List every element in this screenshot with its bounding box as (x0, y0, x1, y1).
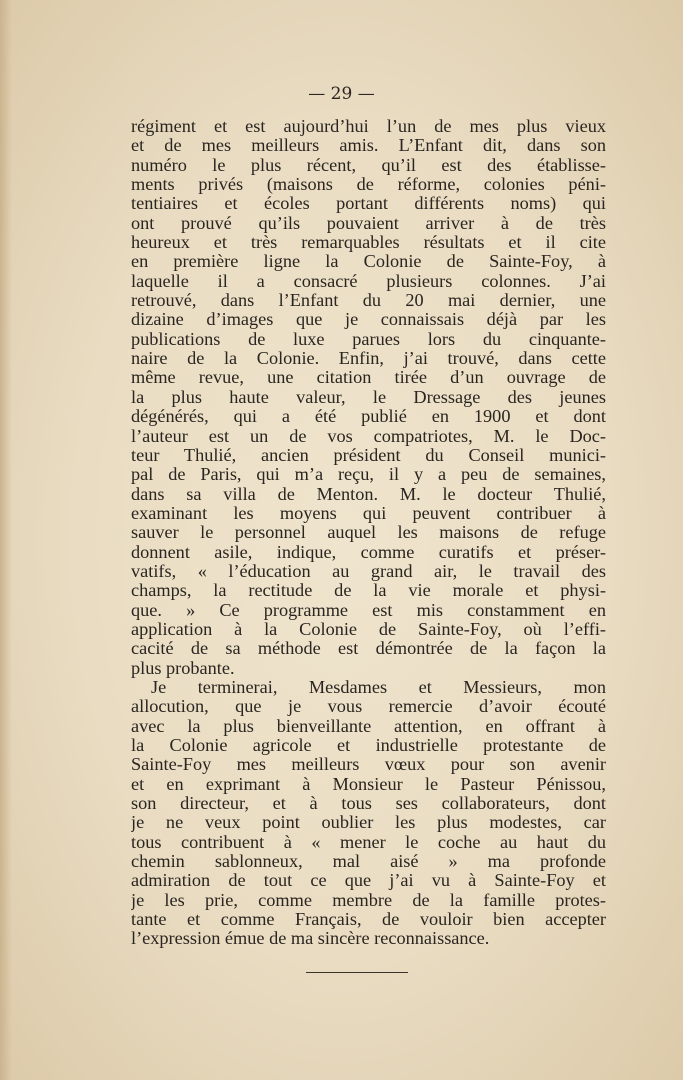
text-line: la Colonie agricole et industrielle protestante de (131, 736, 606, 755)
text-line: tous contribuent à « mener le coche au haut du (131, 832, 606, 852)
text-line: plus probante. (131, 658, 235, 678)
text-line: sauver le personnel auquel les maisons de refuge (131, 523, 606, 543)
text-line: et en exprimant à Monsieur le Pasteur Pénissou, (131, 774, 606, 794)
text-line: dans sa villa de Menton. M. le docteur Thulié, (131, 484, 606, 504)
text-line: allocution, que je vous remercie d’avoir écouté (131, 697, 606, 717)
page-number: — 29 — (308, 84, 375, 104)
text-line: donnent asile, indique, comme curatifs et préser- (131, 542, 606, 562)
text-line: ont prouvé qu’ils pouvaient arriver à de très (131, 213, 606, 233)
text-line: Je terminerai, Mesdames et Messieurs, mon (151, 677, 606, 697)
text-line: cacité de sa méthode est démontrée de la façon la (131, 639, 606, 659)
text-line: champs, la rectitude de la vie morale et physi- (131, 581, 606, 601)
text-line: je les prie, comme membre de la famille protes- (131, 890, 606, 910)
text-line: dégénérés, qui a été publié en 1900 et dont (131, 407, 606, 427)
end-rule (306, 972, 408, 973)
text-line: son directeur, et à tous ses collaborateurs, dont (131, 794, 606, 814)
text-line: retrouvé, dans l’Enfant du 20 mai dernier, une (131, 291, 606, 311)
text-line: naire de la Colonie. Enfin, j’ai trouvé, dans cette (131, 349, 606, 369)
text-line: régiment et est aujourd’hui l’un de mes plus vieux (131, 117, 606, 136)
text-line: même revue, une citation tirée d’un ouvrage de (131, 368, 606, 388)
text-line: teur Thulié, ancien président du Conseil munici- (131, 445, 606, 465)
text-line: l’auteur est un de vos compatriotes, M. le Doc- (131, 426, 606, 446)
text-line: tante et comme Français, de vouloir bien accepter (131, 910, 606, 930)
text-line: en première ligne la Colonie de Sainte-Foy, à (131, 252, 606, 272)
text-line: l’expression émue de ma sincère reconnaissance. (131, 929, 490, 949)
text-line: que. » Ce programme est mis constamment en (131, 600, 606, 620)
text-line: vatifs, « l’éducation au grand air, le travail des (131, 561, 606, 581)
text-line: application à la Colonie de Sainte-Foy, où l’effi- (131, 619, 606, 639)
text-line: la plus haute valeur, le Dressage des jeunes (131, 387, 606, 407)
text-line: avec la plus bienveillante attention, en offrant à (131, 716, 606, 736)
text-line: laquelle il a consacré plusieurs colonnes. J’ai (131, 271, 606, 291)
text-line: examinant les moyens qui peuvent contribuer à (131, 503, 606, 523)
text-line: Sainte-Foy mes meilleurs vœux pour son avenir (131, 755, 606, 775)
text-line: dizaine d’images que je connaissais déjà par les (131, 310, 606, 330)
text-line: je ne veux point oublier les plus modestes, car (131, 813, 606, 833)
text-line: heureux et très remarquables résultats et il cite (131, 233, 606, 253)
text-line: pal de Paris, qui m’a reçu, il y a peu de semaines, (131, 465, 606, 485)
text-line: admiration de tout ce que j’ai vu à Sainte-Foy et (131, 871, 606, 891)
text-line: ments privés (maisons de réforme, colonies péni- (131, 175, 606, 195)
text-line: numéro le plus récent, qu’il est des établisse- (131, 155, 606, 175)
body-text (131, 117, 606, 949)
text-line: tentiaires et écoles portant différents noms) qui (131, 194, 606, 214)
text-line: et de mes meilleurs amis. L’Enfant dit, dans son (131, 136, 606, 156)
text-line: chemin sablonneux, mal aisé » ma profonde (131, 852, 606, 872)
text-line: publications de luxe parues lors du cinquante- (131, 329, 606, 349)
